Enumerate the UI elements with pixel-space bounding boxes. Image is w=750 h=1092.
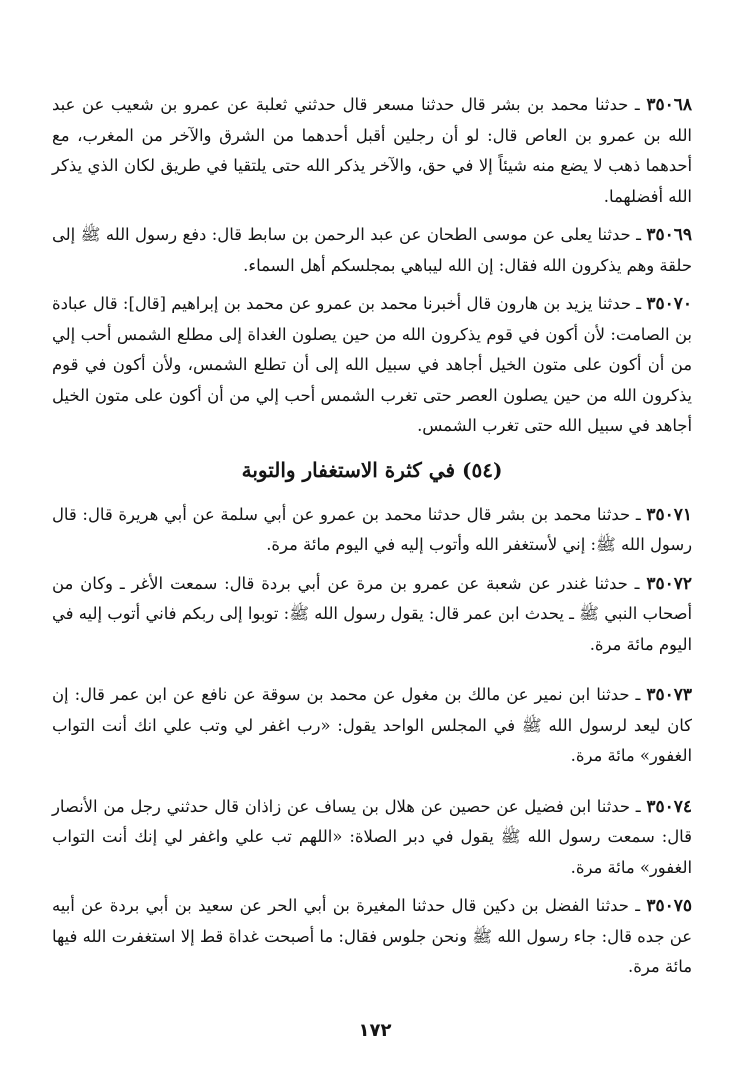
- hadith-paragraph: [52, 891, 692, 983]
- hadith-number: ٣٥٠٧٣: [646, 685, 692, 705]
- hadith-paragraph: [52, 680, 692, 772]
- hadith-paragraph: [52, 792, 692, 884]
- hadith-text: ـ حدثنا يزيد بن هارون قال أخبرنا محمد بن عمرو عن محمد بن إبراهيم [قال]: قال عبادة بن الصامت: لأن أكون في قوم يذكرون الله من حين يصلون الغداة إلى مطلع الشمس أحب إلي من أن أكون على متون الخيل أجاهد في سبيل الله إلى أن تطلع الشمس، ولأن أكون في قوم يذكرون الله من حين يصلون العصر حتى تغرب الشمس أحب إلي من أن أكون على متون الخيل أجاهد في سبيل الله حتى تغرب الشمس.: [52, 294, 692, 435]
- hadith-number: ٣٥٠٧٢: [646, 573, 692, 594]
- hadith-text: ـ حدثنا محمد بن بشر قال حدثنا محمد بن عمرو عن أبي سلمة عن أبي هريرة قال: قال رسول الله ﷺ: إني لأستغفر الله وأتوب إليه في اليوم مائة مرة.: [52, 504, 692, 554]
- hadith-text: ـ حدثنا غندر عن شعبة عن عمرو بن مرة عن أبي بردة قال: سمعت الأغر ـ وكان من أصحاب النبي ﷺ ـ يحدث ابن عمر قال: يقول رسول الله ﷺ: توبوا إلى ربكم فاني أتوب إليه في اليوم مائة مرة.: [52, 573, 692, 654]
- hadith-paragraph: [52, 500, 692, 561]
- hadith-text: ـ حدثنا ابن نمير عن مالك بن مغول عن محمد بن سوقة عن نافع عن ابن عمر قال: إن كان ليعد لرسول الله ﷺ في المجلس الواحد يقول: «رب اغفر لي وتب علي انك أنت التواب الغفور» مائة مرة.: [52, 685, 692, 765]
- hadith-text: ـ حدثنا يعلى عن موسى الطحان عن عبد الرحمن بن سابط قال: دفع رسول الله ﷺ إلى حلقة وهم يذكرون الله فقال: إن الله ليباهي بمجلسكم أهل السماء.: [52, 225, 692, 275]
- hadith-number: ٣٥٠٦٩: [646, 225, 692, 245]
- page-number: ١٧٢: [358, 1020, 392, 1041]
- hadith-paragraph: [52, 220, 692, 281]
- hadith-number: ٣٥٠٦٨: [646, 95, 692, 115]
- hadith-number: ٣٥٠٧٥: [646, 896, 692, 916]
- hadith-paragraph: [52, 90, 692, 212]
- hadith-text: ـ حدثنا محمد بن بشر قال حدثنا مسعر قال حدثني ثعلبة عن عمرو بن شعيب عن عبد الله بن عمرو بن العاص قال: لو أن رجلين أقبل أحدهما من الشرق والآخر من المغرب، مع أحدهما ذهب لا يضع منه شيئاً إلا في حق، والآخر يذكر الله حتى يلتقيا في طريق لكان الذي يذكر الله أفضلهما.: [52, 95, 692, 206]
- hadith-paragraph: [52, 289, 692, 442]
- document-page: [52, 90, 692, 1092]
- hadith-number: ٣٥٠٧٠: [646, 294, 692, 314]
- hadith-paragraph: [52, 569, 692, 661]
- hadith-number: ٣٥٠٧٤: [646, 796, 692, 817]
- hadith-text: ـ حدثنا الفضل بن دكين قال حدثنا المغيرة بن أبي الحر عن سعيد بن أبي بردة عن أبيه عن جده قال: جاء رسول الله ﷺ ونحن جلوس فقال: ما أصبحت غداة قط إلا استغفرت الله فيها مائة مرة.: [52, 896, 692, 976]
- section-heading: (٥٤) في كثرة الاستغفار والتوبة: [241, 457, 503, 482]
- hadith-number: ٣٥٠٧١: [646, 504, 692, 525]
- hadith-text: ـ حدثنا ابن فضيل عن حصين عن هلال بن يساف عن زاذان قال حدثني رجل من الأنصار قال: سمعت رسول الله ﷺ يقول في دبر الصلاة: «اللهم تب علي واغفر لي إنك أنت التواب الغفور» مائة مرة.: [52, 796, 692, 877]
